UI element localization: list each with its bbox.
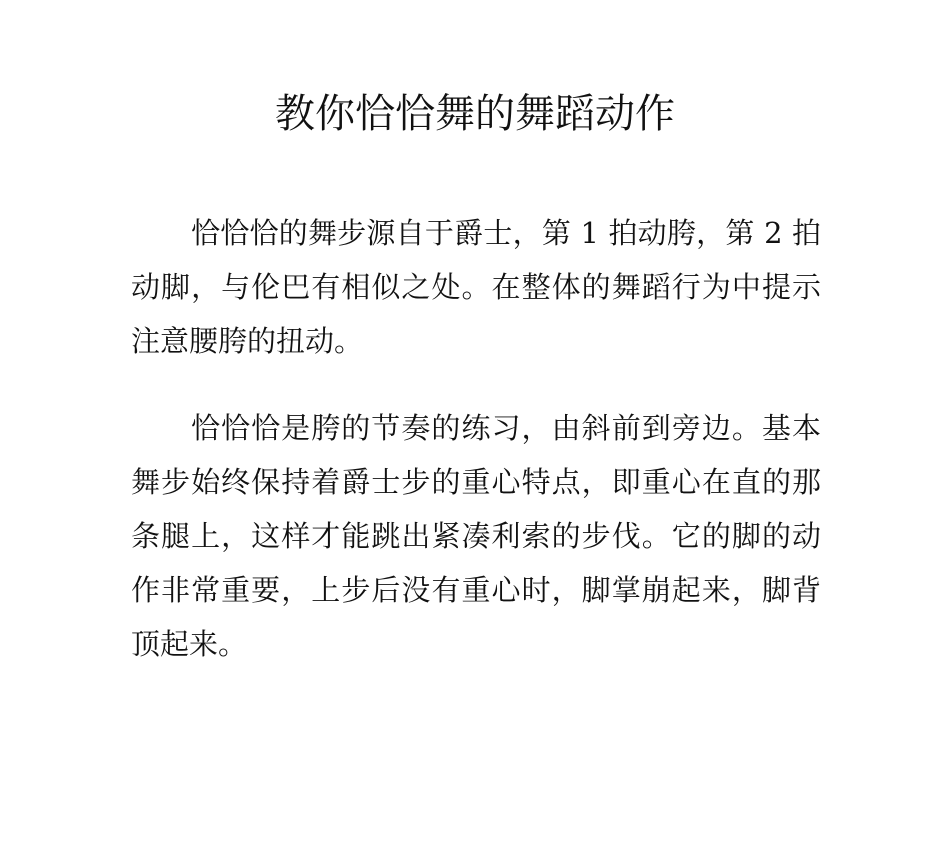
paragraph-2: 恰恰恰是胯的节奏的练习，由斜前到旁边。基本舞步始终保持着爵士步的重心特点，即重心在直的那条腿上，这样才能跳出紧凑利索的步伐。它的脚的动作非常重要，上步后没有重心时，脚掌崩起来，脚背顶起来。 [131,411,821,661]
document-title: 教你恰恰舞的舞蹈动作 [275,91,675,137]
paragraph-1: 恰恰恰的舞步源自于爵士，第 1 拍动胯，第 2 拍动脚，与伦巴有相似之处。在整体的舞蹈行为中提示注意腰胯的扭动。 [131,216,821,358]
